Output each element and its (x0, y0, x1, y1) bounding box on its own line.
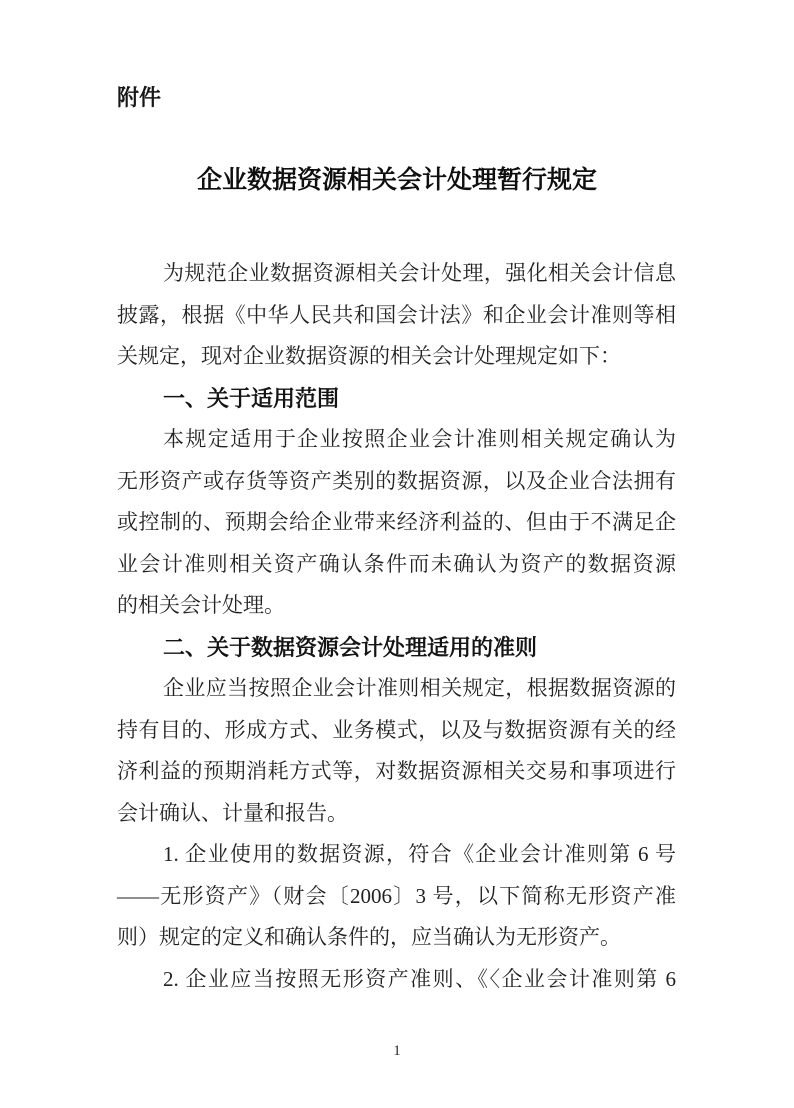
paragraph-3-line-1: 企业应当按照企业会计准则相关规定，根据数据资源的 (163, 676, 676, 700)
paragraph-3-line-4: 会计确认、计量和报告。 (117, 800, 348, 825)
paragraph-2-line-1: 本规定适用于企业按照企业会计准则相关规定确认为 (163, 427, 676, 451)
paragraph-1-line-2: 披露，根据《中华人民共和国会计法》和企业会计准则等相 (117, 302, 676, 327)
section-heading-1: 一、关于适用范围 (163, 385, 340, 411)
attachment-label: 附件 (117, 85, 162, 110)
paragraph-1-line-1: 为规范企业数据资源相关会计处理，强化相关会计信息 (163, 261, 676, 285)
paragraph-2-line-4: 业会计准则相关资产确认条件而未确认为资产的数据资源 (117, 551, 676, 576)
paragraph-4-line-1: 1. 企业使用的数据资源，符合《企业会计准则第 6 号 (163, 842, 676, 866)
paragraph-1-line-3: 关规定，现对企业数据资源的相关会计处理规定如下： (117, 344, 621, 368)
paragraph-2-line-5: 的相关会计处理。 (117, 593, 285, 617)
paragraph-3-line-3: 济利益的预期消耗方式等，对数据资源相关交易和事项进行 (117, 759, 676, 783)
document-body (117, 253, 676, 1000)
section-heading-2: 二、关于数据资源会计处理适用的准则 (163, 634, 538, 660)
paragraph-4-line-3: 则）规定的定义和确认条件的，应当确认为无形资产。 (117, 925, 621, 949)
paragraph-2-line-2: 无形资产或存货等资产类别的数据资源，以及企业合法拥有 (117, 468, 676, 493)
paragraph-3-line-2: 持有目的、形成方式、业务模式，以及与数据资源有关的经 (117, 717, 676, 742)
paragraph-4-line-2: ——无形资产》（财会〔2006〕3 号，以下简称无形资产准 (117, 883, 676, 908)
page-number: 1 (393, 1043, 401, 1059)
document-title: 企业数据资源相关会计处理暂行规定 (196, 167, 597, 194)
paragraph-5-line-1: 2. 企业应当按照无形资产准则、《〈企业会计准则第 6 (163, 966, 676, 991)
paragraph-2-line-3: 或控制的、预期会给企业带来经济利益的、但由于不满足企 (117, 510, 676, 534)
